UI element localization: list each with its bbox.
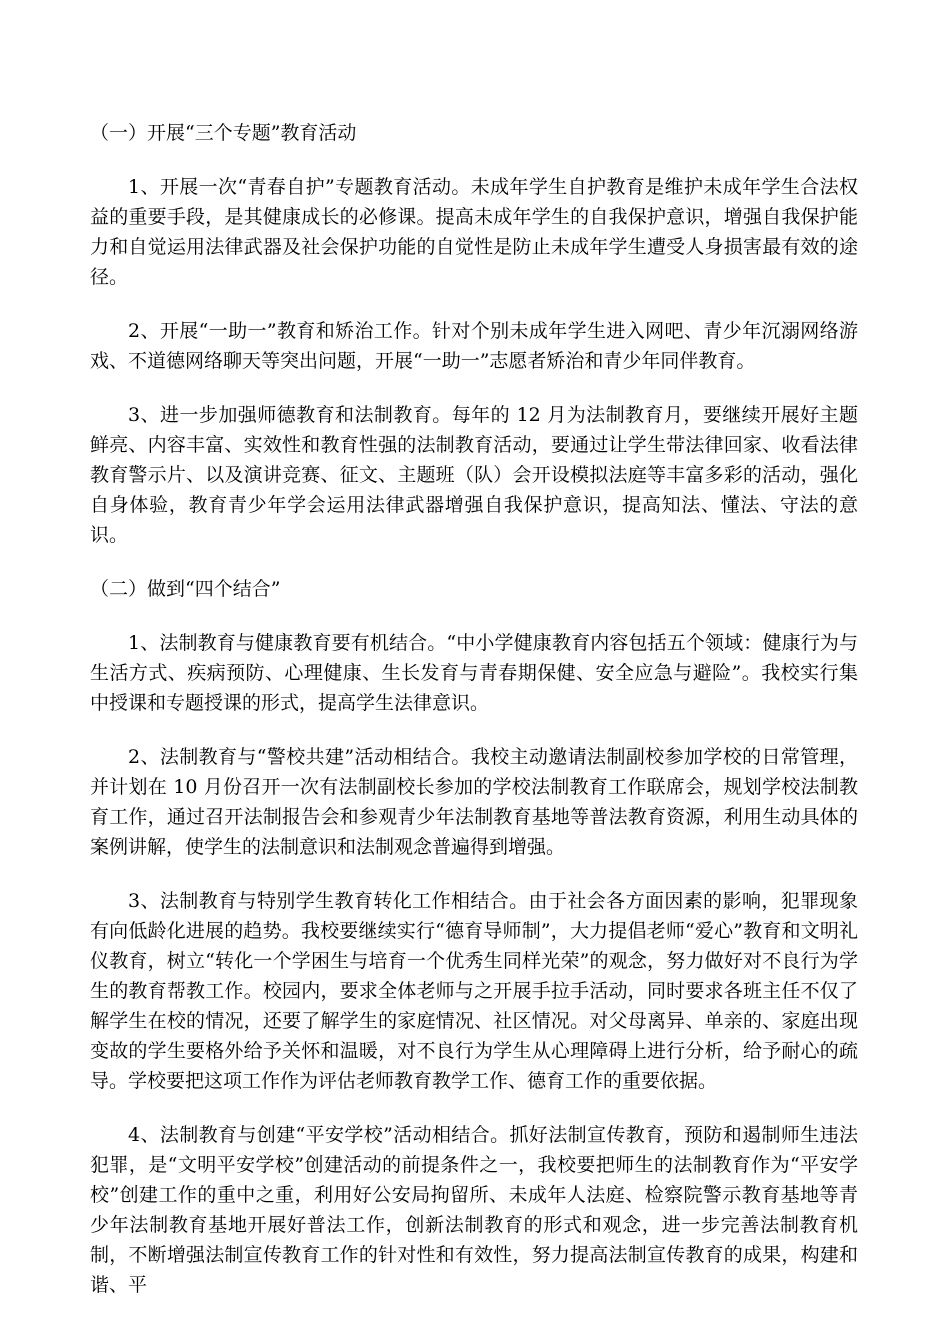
document-body xyxy=(90,118,858,1324)
paragraph: 3、进一步加强师德教育和法制教育。每年的 12 月为法制教育月，要继续开展好主题鲜亮、内容丰富、实效性和教育性强的法制教育活动，要通过让学生带法律回家、收看法律教育警示片、以及演讲竞赛、征文、主题班（队）会开设模拟法庭等丰富多彩的活动，强化自身体验，教育青少年学会运用法律武器增强自我保护意识，提高知法、懂法、守法的意识。 xyxy=(90,404,858,546)
paragraph: 1、法制教育与健康教育要有机结合。“中小学健康教育内容包括五个领域：健康行为与生活方式、疾病预防、心理健康、生长发育与青春期保健、安全应急与避险”。我校实行集中授课和专题授课的形式，提高学生法律意识。 xyxy=(90,632,858,714)
paragraph: 1、开展一次“青春自护”专题教育活动。未成年学生自护教育是维护未成年学生合法权益的重要手段，是其健康成长的必修课。提高未成年学生的自我保护意识，增强自我保护能力和自觉运用法律武器及社会保护功能的自觉性是防止未成年学生遭受人身损害最有效的途径。 xyxy=(90,176,858,288)
section-heading-1: （一）开展“三个专题”教育活动 xyxy=(90,122,357,144)
paragraph: 2、开展“一助一”教育和矫治工作。针对个别未成年学生进入网吧、青少年沉溺网络游戏、不道德网络聊天等突出问题，开展“一助一”志愿者矫治和青少年同伴教育。 xyxy=(90,320,858,372)
paragraph: 2、法制教育与“警校共建”活动相结合。我校主动邀请法制副校参加学校的日常管理，并计划在 10 月份召开一次有法制副校长参加的学校法制教育工作联席会，规划学校法制教育工作，通过召开法制报告会和参观青少年法制教育基地等普法教育资源，利用生动具体的案例讲解，使学生的法制意识和法制观念普遍得到增强。 xyxy=(90,746,858,858)
paragraph: 3、法制教育与特别学生教育转化工作相结合。由于社会各方面因素的影响，犯罪现象有向低龄化进展的趋势。我校要继续实行“德育导师制”，大力提倡老师“爱心”教育和文明礼仪教育，树立“转化一个学困生与培育一个优秀生同样光荣”的观念，努力做好对不良行为学生的教育帮教工作。校园内，要求全体老师与之开展手拉手活动，同时要求各班主任不仅了解学生在校的情况，还要了解学生的家庭情况、社区情况。对父母离异、单亲的、家庭出现变故的学生要格外给予关怀和温暖，对不良行为学生从心理障碍上进行分析，给予耐心的疏导。学校要把这项工作作为评估老师教育教学工作、德育工作的重要依据。 xyxy=(90,890,858,1092)
section-heading-2: （二）做到“四个结合” xyxy=(90,578,281,600)
paragraph: 4、法制教育与创建“平安学校”活动相结合。抓好法制宣传教育，预防和遏制师生违法犯罪，是“文明平安学校”创建活动的前提条件之一，我校要把师生的法制教育作为“平安学校”创建工作的重中之重，利用好公安局拘留所、未成年人法庭、检察院警示教育基地等青少年法制教育基地开展好普法工作，创新法制教育的形式和观念，进一步完善法制教育机制，不断增强法制宣传教育工作的针对性和有效性，努力提高法制宣传教育的成果，构建和谐、平 xyxy=(90,1124,858,1296)
